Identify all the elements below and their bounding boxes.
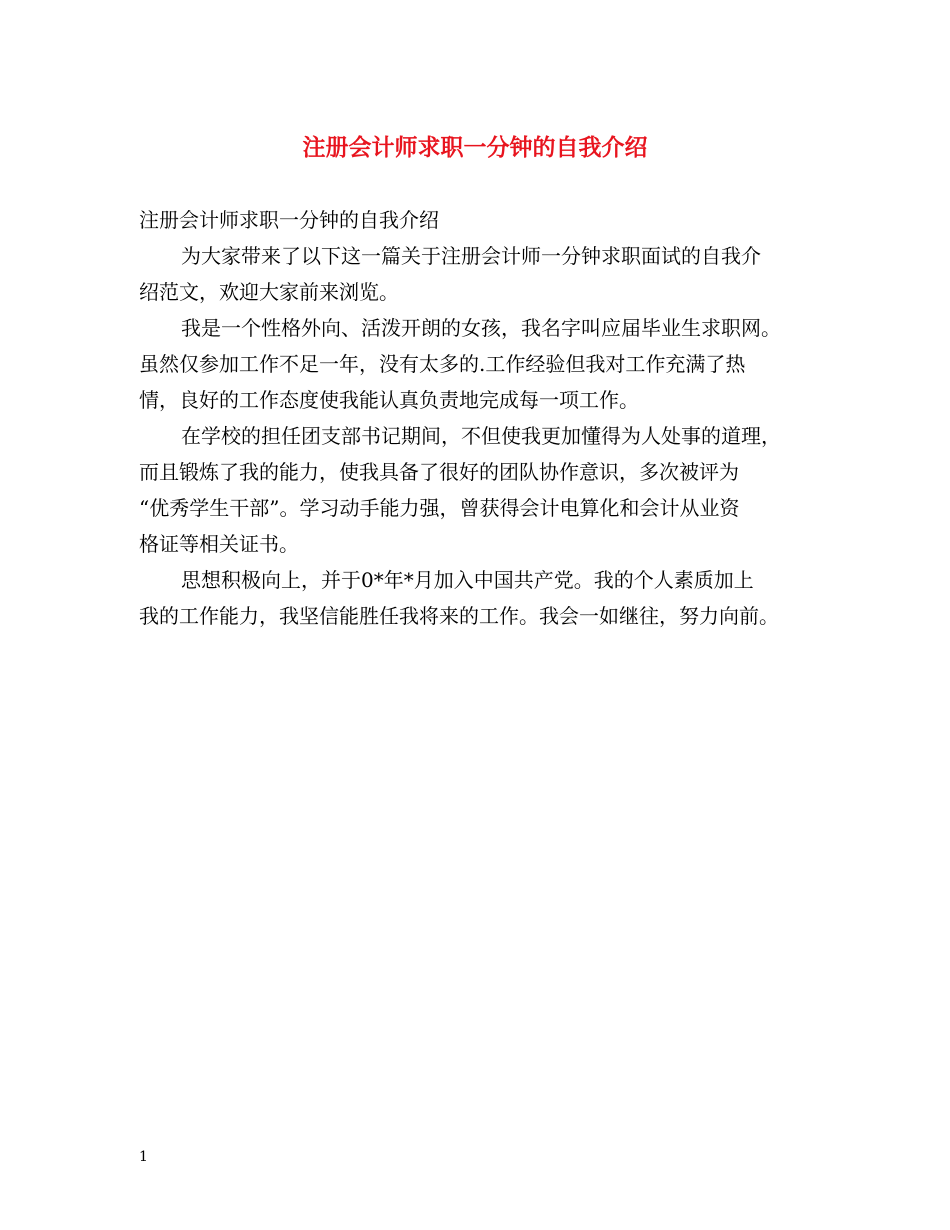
body-line-subtitle: 注册会计师求职一分钟的自我介绍	[139, 208, 439, 232]
body-line-paragraph-2-start: 我是一个性格外向、活泼开朗的女孩，我名字叫应届毕业生求职网。	[181, 316, 781, 340]
body-line: 格证等相关证书。	[139, 532, 299, 556]
body-line-paragraph-1-start: 为大家带来了以下这一篇关于注册会计师一分钟求职面试的自我介	[181, 244, 761, 268]
body-line: 绍范文，欢迎大家前来浏览。	[139, 280, 399, 304]
body-line: “优秀学生干部”。学习动手能力强，曾获得会计电算化和会计从业资	[139, 496, 740, 520]
body-line-paragraph-4-start: 思想积极向上，并于0*年*月加入中国共产党。我的个人素质加上	[181, 568, 754, 592]
body-line: 而且锻炼了我的能力，使我具备了很好的团队协作意识，多次被评为	[139, 460, 739, 484]
body-line: 我的工作能力，我坚信能胜任我将来的工作。我会一如继往，努力向前。	[139, 604, 779, 628]
document-title: 注册会计师求职一分钟的自我介绍	[302, 134, 648, 161]
body-line-paragraph-3-start: 在学校的担任团支部书记期间，不但使我更加懂得为人处事的道理，	[181, 424, 781, 448]
body-line: 情，良好的工作态度使我能认真负责地完成每一项工作。	[139, 388, 639, 412]
page-number: 1	[139, 1149, 148, 1165]
body-line: 虽然仅参加工作不足一年，没有太多的.工作经验但我对工作充满了热	[139, 352, 746, 376]
document-body	[139, 202, 839, 634]
